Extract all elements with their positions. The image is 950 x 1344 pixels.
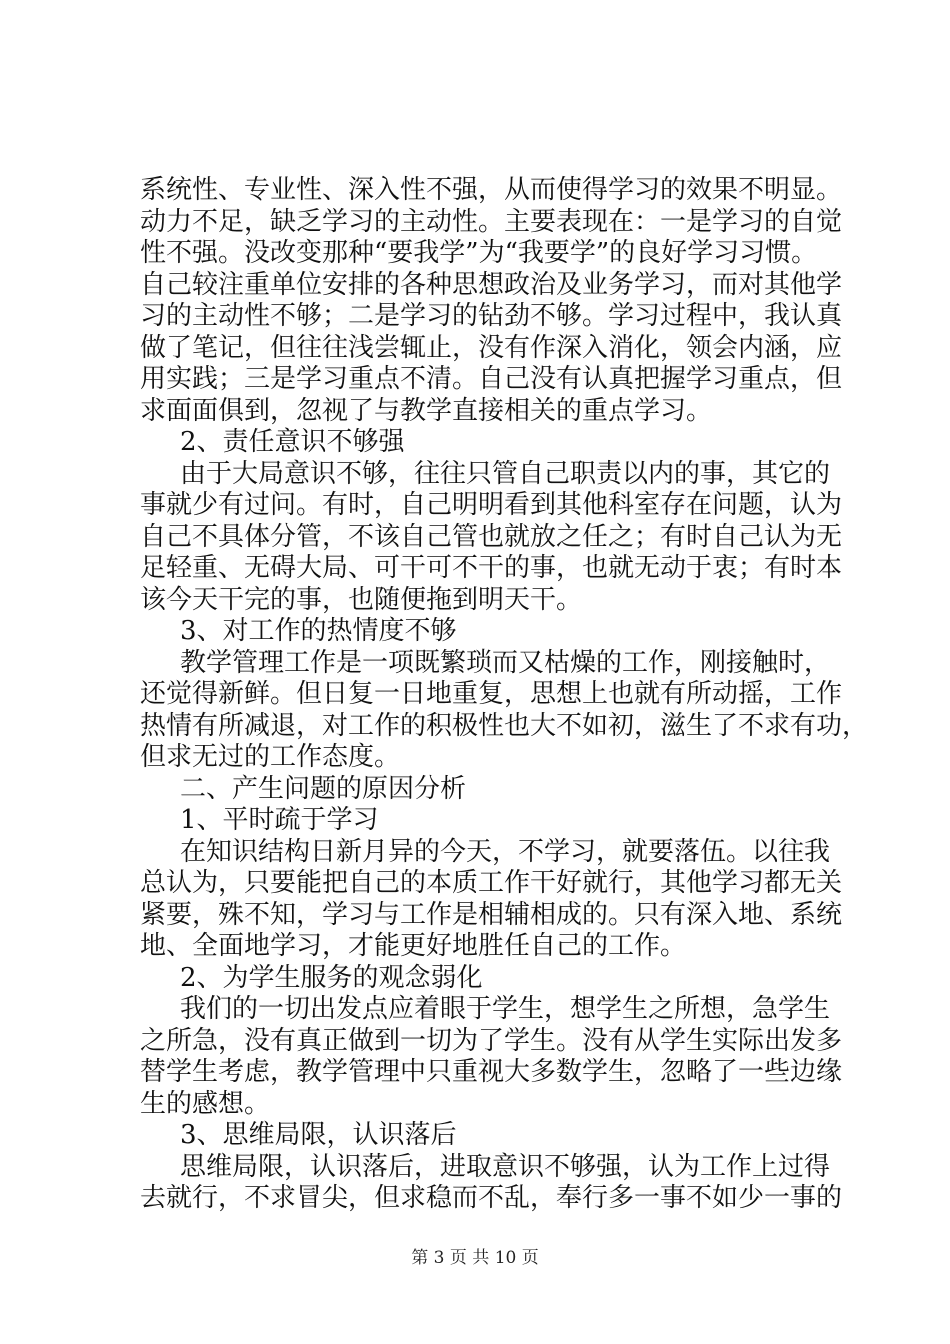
text-line: 地、全面地学习，才能更好地胜任自己的工作。: [140, 931, 687, 961]
text-line: 还觉得新鲜。但日复一日地重复，思想上也就有所动摇，工作: [140, 679, 843, 709]
text-line: 但求无过的工作态度。: [140, 742, 401, 772]
text-line: 由于大局意识不够，往往只管自己职责以内的事，其它的: [180, 458, 831, 489]
text-line: 足轻重、无碍大局、可干可不干的事，也就无动于衷；有时本: [140, 553, 843, 583]
text-line: 思维局限，认识落后，进取意识不够强，认为工作上过得: [180, 1151, 831, 1182]
text-line: 求面面俱到，忽视了与教学直接相关的重点学习。: [140, 395, 713, 426]
text-line: 性不强。没改变那种“要我学”为“我要学”的良好学习习惯。: [140, 238, 818, 268]
body-text: [140, 175, 869, 1215]
text-line: 二、产生问题的原因分析: [180, 773, 467, 804]
text-line: 热情有所减退，对工作的积极性也大不如初，滋生了不求有功，: [140, 710, 869, 741]
text-line: 用实践；三是学习重点不清。自己没有认真把握学习重点，但: [140, 364, 843, 394]
text-line: 在知识结构日新月异的今天，不学习，就要落伍。以往我: [180, 836, 831, 867]
text-line: 做了笔记，但往往浅尝辄止，没有作深入消化，领会内涵，应: [140, 332, 843, 363]
text-line: 3、思维局限，认识落后: [180, 1120, 457, 1150]
text-line: 习的主动性不够；二是学习的钻劲不够。学习过程中，我认真: [140, 301, 843, 331]
page-footer: 第 3 页 共 10 页: [411, 1248, 539, 1268]
text-line: 自己不具体分管，不该自己管也就放之任之；有时自己认为无: [140, 521, 843, 552]
text-line: 该今天干完的事，也随便拖到明天干。: [140, 584, 583, 615]
text-line: 教学管理工作是一项既繁琐而又枯燥的工作，刚接触时，: [180, 647, 831, 678]
text-line: 总认为，只要能把自己的本质工作干好就行，其他学习都无关: [140, 868, 843, 898]
text-line: 生的感想。: [140, 1088, 271, 1119]
text-line: 3、对工作的热情度不够: [180, 616, 457, 646]
text-line: 紧要，殊不知，学习与工作是相辅相成的。只有深入地、系统: [140, 899, 843, 930]
text-line: 动力不足，缺乏学习的主动性。主要表现在：一是学习的自觉: [140, 206, 843, 237]
text-line: 自己较注重单位安排的各种思想政治及业务学习，而对其他学: [140, 269, 843, 300]
text-line: 去就行，不求冒尖，但求稳而不乱，奉行多一事不如少一事的: [140, 1183, 843, 1213]
text-line: 我们的一切出发点应着眼于学生，想学生之所想，急学生: [180, 994, 831, 1024]
text-line: 2、为学生服务的观念弱化: [180, 962, 483, 993]
text-line: 1、平时疏于学习: [180, 805, 379, 835]
text-line: 之所急，没有真正做到一切为了学生。没有从学生实际出发多: [140, 1025, 843, 1056]
text-line: 替学生考虑，教学管理中只重视大多数学生，忽略了一些边缘: [140, 1057, 843, 1087]
text-line: 事就少有过问。有时，自己明明看到其他科室存在问题，认为: [140, 490, 843, 520]
text-line: 系统性、专业性、深入性不强，从而使得学习的效果不明显。: [140, 175, 843, 205]
text-line: 2、责任意识不够强: [180, 427, 405, 457]
